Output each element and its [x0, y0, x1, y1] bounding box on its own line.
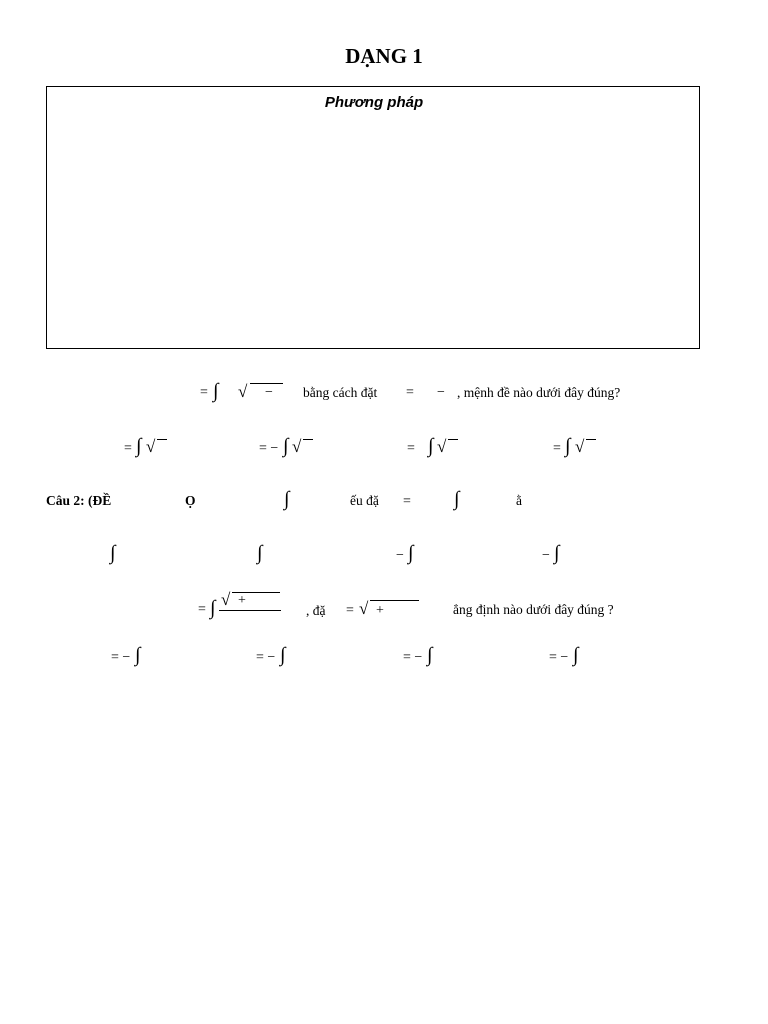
method-heading: Phương pháp	[324, 94, 424, 111]
q3-plus: +	[238, 593, 246, 608]
q1-option-b-sqrt: √	[292, 437, 302, 456]
q1-option-d-integral: ∫	[565, 435, 571, 457]
q1-option-a-sqrt: √	[146, 437, 156, 456]
q3-sqrt-sign-2: √	[359, 599, 369, 618]
q3-option-b-prefix: = −	[256, 650, 276, 665]
q1-text-substitution: bằng cách đặt	[303, 385, 378, 400]
q1-text-question: , mệnh đề nào dưới đây đúng?	[457, 385, 621, 400]
q2-fragment-o: Ọ	[185, 493, 196, 508]
q1-option-a-integral: ∫	[136, 435, 142, 457]
q1-option-a-prefix: =	[124, 441, 132, 456]
q1-equals-2: =	[406, 385, 414, 400]
q3-text-question: ẳng định nào dưới đây đúng ?	[453, 602, 614, 617]
q3-sqrt-sign: √	[221, 590, 231, 609]
q3-option-d-prefix: = −	[549, 650, 569, 665]
q1-option-a-bar	[157, 439, 167, 440]
q3-plus-2: +	[376, 603, 384, 618]
q1-minus-2: −	[437, 385, 445, 400]
q1-equals: =	[200, 385, 208, 400]
q1-option-d-bar	[586, 439, 596, 440]
q3-option-d-integral: ∫	[573, 644, 579, 666]
method-box	[46, 86, 700, 349]
q2-integral-sign: ∫	[284, 488, 290, 510]
q2-equals: =	[403, 494, 411, 509]
q1-sqrt-bar	[250, 383, 283, 384]
q3-option-c-prefix: = −	[403, 650, 423, 665]
q3-option-b-integral: ∫	[280, 644, 286, 666]
q1-integral-sign: ∫	[213, 380, 219, 402]
q1-option-c-integral: ∫	[428, 435, 434, 457]
q1-option-d-prefix: =	[553, 441, 561, 456]
q2-integral-sign-2: ∫	[454, 488, 460, 510]
q1-option-b-integral: ∫	[283, 435, 289, 457]
q2-option-d-integral: ∫	[554, 542, 560, 564]
q2-option-c-prefix: −	[396, 548, 404, 563]
q2-option-c-integral: ∫	[408, 542, 414, 564]
q1-option-c-prefix: =	[407, 441, 415, 456]
q1-option-d-sqrt: √	[575, 437, 585, 456]
q1-option-b-prefix: = −	[259, 441, 279, 456]
q2-fragment-a: ằ	[516, 493, 522, 508]
q3-text-substitution: , đặ	[306, 603, 326, 618]
q1-minus: −	[265, 385, 273, 400]
q3-equals: =	[198, 602, 206, 617]
q1-option-c-bar	[448, 439, 458, 440]
q3-sqrt-bar-2	[370, 600, 419, 601]
q3-fraction-bar	[219, 610, 281, 611]
q3-option-c-integral: ∫	[427, 644, 433, 666]
q1-option-b-bar	[303, 439, 313, 440]
q2-option-b-integral: ∫	[257, 542, 263, 564]
q3-option-a-prefix: = −	[111, 650, 131, 665]
page-title: DẠNG 1	[345, 44, 423, 68]
q3-integral-sign: ∫	[210, 597, 216, 619]
q1-sqrt-sign: √	[238, 382, 248, 401]
q2-option-a-integral: ∫	[110, 542, 116, 564]
q2-label: Câu 2: (ĐỀ	[46, 493, 112, 508]
q3-option-a-integral: ∫	[135, 644, 141, 666]
q1-option-c-sqrt: √	[437, 437, 447, 456]
q2-fragment-neu: ếu đặ	[350, 493, 379, 508]
q3-equals-2: =	[346, 603, 354, 618]
q2-option-d-prefix: −	[542, 548, 550, 563]
